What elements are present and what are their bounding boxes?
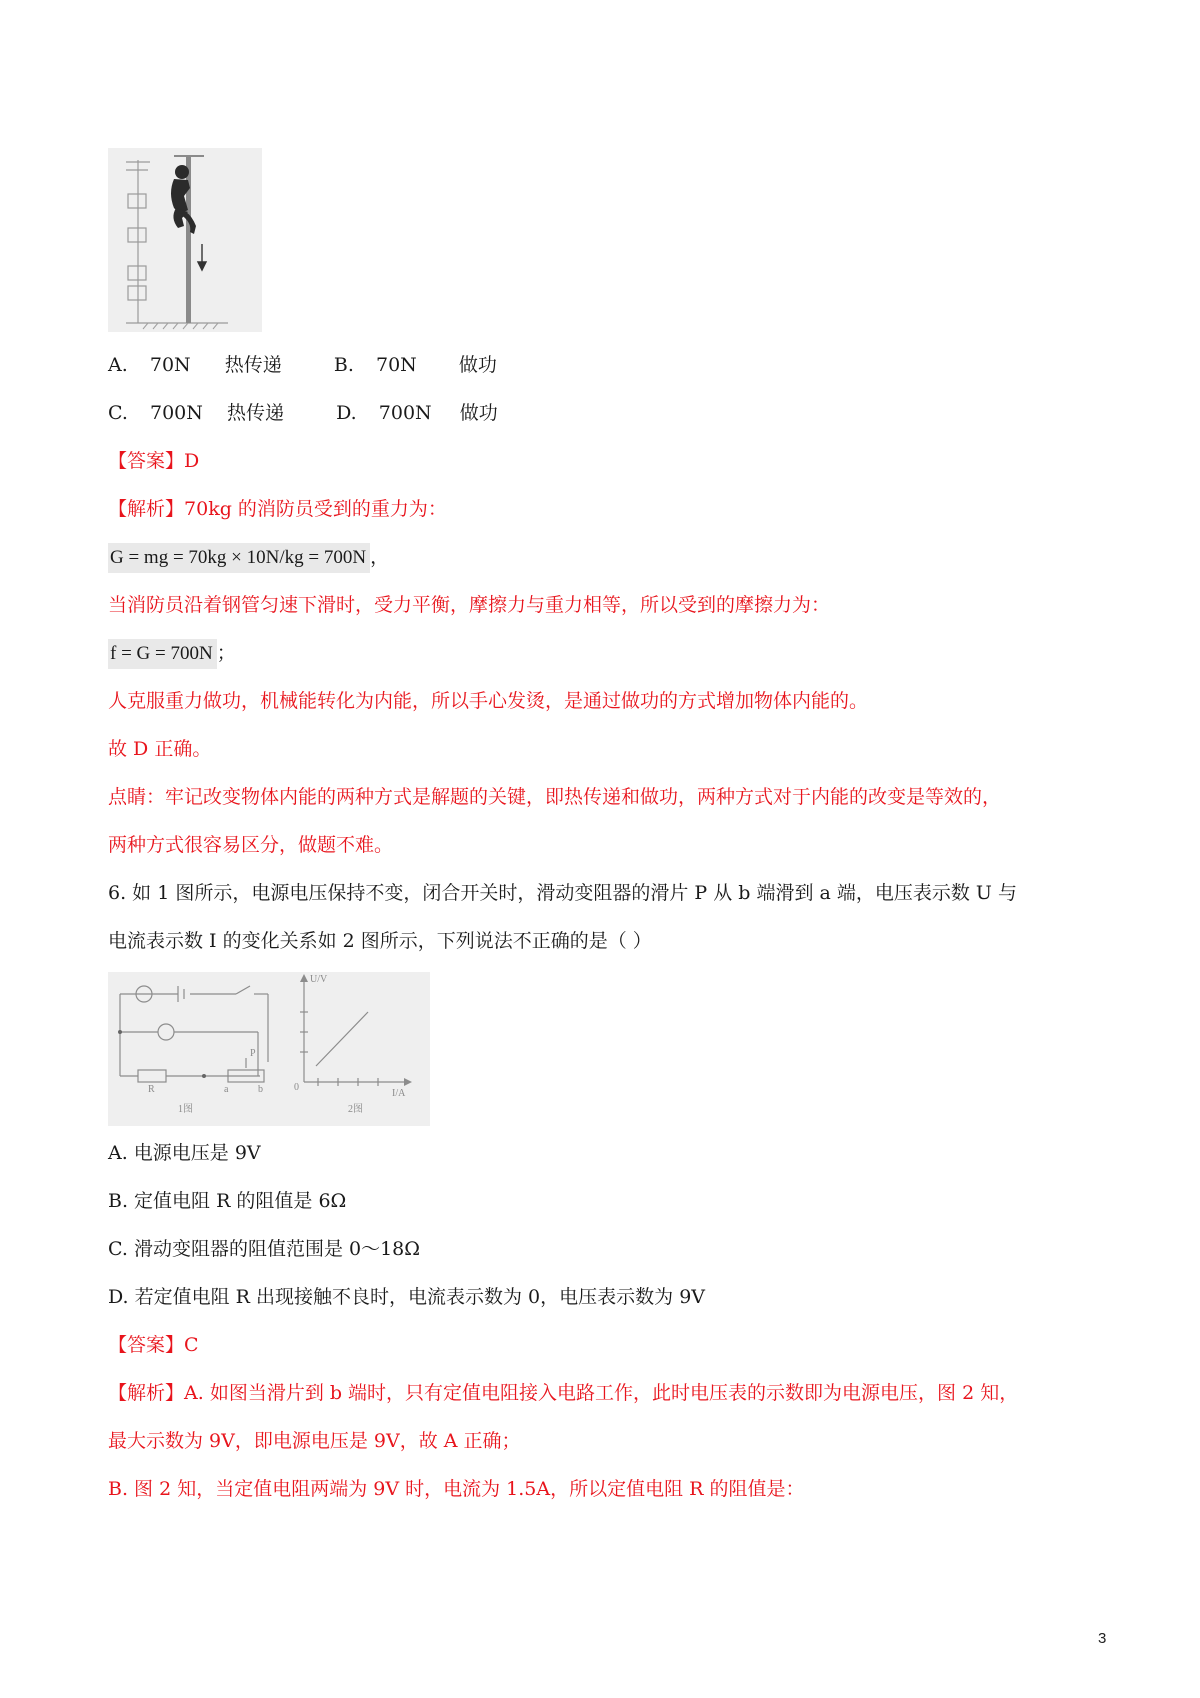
- page-number: 3: [1098, 1630, 1107, 1647]
- q6-analysis-line-2: 最大示数为 9V，即电源电压是 9V，故 A 正确；: [108, 1430, 521, 1452]
- option-a-value: 70N: [149, 354, 191, 376]
- rheostat-end-b: b: [258, 1084, 263, 1095]
- graph-origin: 0: [294, 1082, 299, 1093]
- option-c-letter: C.: [108, 402, 128, 424]
- rheostat-end-a: a: [224, 1084, 229, 1095]
- q5-analysis-line-4: 故 D 正确。: [108, 738, 212, 760]
- analysis-label: 【解析】: [108, 1382, 185, 1404]
- q5-analysis-line-2: 当消防员沿着钢管匀速下滑时，受力平衡，摩擦力与重力相等，所以受到的摩擦力为：: [108, 594, 831, 616]
- q5-formula-gravity: [108, 542, 389, 573]
- q5-tip-line-1: 点睛：牢记改变物体内能的两种方式是解题的关键，即热传递和做功，两种方式对于内能的改变是等效的，: [108, 786, 1002, 808]
- analysis-text: A. 如图当滑片到 b 端时，只有定值电阻接入电路工作，此时电压表的示数即为电源电压，图 2 知，: [184, 1382, 1019, 1404]
- formula-punct: ，: [370, 546, 390, 568]
- q5-analysis-intro: [108, 494, 447, 524]
- answer-value: C: [184, 1334, 199, 1356]
- analysis-label: 【解析】: [108, 498, 185, 520]
- q6-answer: [108, 1330, 199, 1360]
- resistor-label: R: [148, 1084, 155, 1095]
- formula-punct: ；: [216, 642, 236, 664]
- q5-analysis-line-3: 人克服重力做功，机械能转化为内能，所以手心发烫，是通过做功的方式增加物体内能的。: [108, 690, 869, 712]
- q6-stem-line-2: 电流表示数 I 的变化关系如 2 图所示，下列说法不正确的是（ ）: [108, 930, 652, 952]
- q6-analysis-line-1: [108, 1378, 1018, 1408]
- figure-2-caption: 2图: [348, 1104, 363, 1115]
- figure-1-caption: 1图: [178, 1104, 193, 1115]
- q6-option-a: A. 电源电压是 9V: [108, 1142, 261, 1164]
- q5-answer: [108, 446, 199, 476]
- answer-label: 【答案】: [108, 1334, 185, 1356]
- circuit-and-graph-figure: [108, 972, 430, 1126]
- q5-formula-friction: [108, 638, 236, 669]
- firefighter-figure: [108, 148, 262, 332]
- option-d-letter: D.: [336, 402, 357, 424]
- answer-label: 【答案】: [108, 450, 185, 472]
- option-b-letter: B.: [333, 354, 354, 376]
- friction-formula: f = G = 700N: [108, 639, 217, 669]
- q6-option-d: D. 若定值电阻 R 出现接触不良时，电流表示数为 0，电压表示数为 9V: [108, 1286, 705, 1308]
- q6-option-c: C. 滑动变阻器的阻值范围是 0～18Ω: [108, 1238, 420, 1260]
- q5-tip-line-2: 两种方式很容易区分，做题不难。: [108, 834, 394, 856]
- option-b-method: 做功: [458, 354, 497, 376]
- option-b-value: 70N: [375, 354, 417, 376]
- q5-options-row-1: [108, 350, 497, 380]
- current-axis-label: I/A: [392, 1088, 406, 1099]
- q6-stem-line-1: 6. 如 1 图所示，电源电压保持不变，闭合开关时，滑动变阻器的滑片 P 从 b 端滑到 a 端，电压表示数 U 与: [108, 882, 1017, 904]
- q6-analysis-line-3: B. 图 2 知，当定值电阻两端为 9V 时，电流为 1.5A，所以定值电阻 R 的阻值是：: [108, 1478, 805, 1500]
- option-d-method: 做功: [459, 402, 498, 424]
- option-a-method: 热传递: [224, 354, 282, 376]
- q6-option-b: B. 定值电阻 R 的阻值是 6Ω: [108, 1190, 347, 1212]
- firefighter-pole-illustration: [108, 148, 262, 332]
- analysis-intro-text: 70kg 的消防员受到的重力为：: [184, 498, 447, 520]
- gravity-formula: G = mg = 70kg × 10N/kg = 700N: [108, 543, 370, 573]
- option-a-letter: A.: [108, 354, 128, 376]
- answer-value: D: [184, 450, 200, 472]
- slider-label: P: [250, 1048, 256, 1059]
- voltage-axis-label: U/V: [310, 974, 328, 985]
- option-c-value: 700N: [150, 402, 203, 424]
- circuit-graph-illustration: [108, 972, 430, 1126]
- q5-options-row-2: [108, 398, 498, 428]
- option-c-method: 热传递: [226, 402, 284, 424]
- option-d-value: 700N: [378, 402, 432, 424]
